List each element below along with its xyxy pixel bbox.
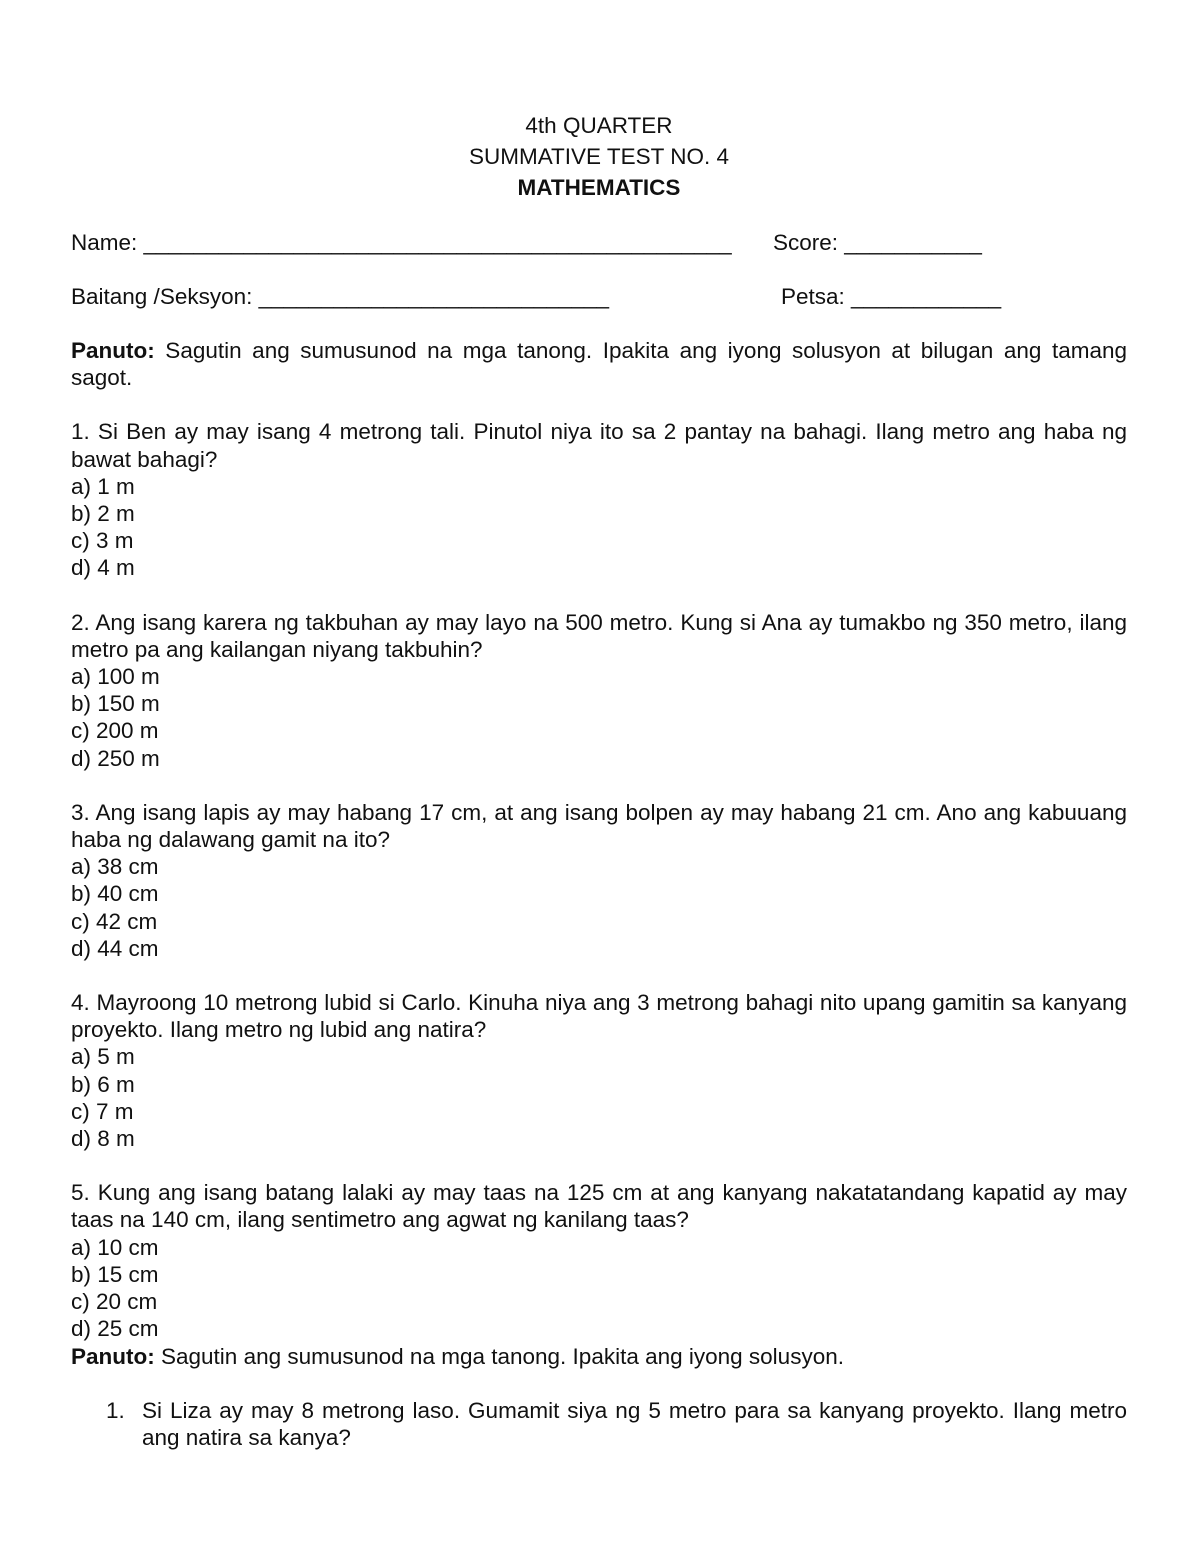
instructions [71,337,1127,391]
grade-section-field[interactable]: Baitang /Seksyon: ____________________________ [71,284,609,309]
choice-d[interactable]: d) 25 cm [71,1316,159,1342]
name-score-row [71,229,1127,256]
subject-title: MATHEMATICS [517,175,681,200]
choice-b[interactable]: b) 6 m [71,1071,135,1097]
test-title: SUMMATIVE TEST NO. 4 [468,144,730,169]
choice-d[interactable]: d) 4 m [71,555,135,581]
question-item [71,1179,1127,1342]
choice-c[interactable]: c) 3 m [71,528,134,554]
choice-d[interactable]: d) 8 m [71,1126,135,1152]
choice-d[interactable]: d) 250 m [71,745,160,771]
instructions-part-2 [71,1343,1127,1370]
grade-date-row [71,283,1127,310]
question-item [71,799,1127,962]
score-field[interactable]: Score: ___________ [773,230,982,255]
instructions-text: Sagutin ang sumusunod na mga tanong. Ipakita ang iyong solusyon. [154,1343,844,1369]
question-item [71,609,1127,772]
question-text: 2. Ang isang karera ng takbuhan ay may layo na 500 metro. Kung si Ana ay tumakbo ng 350 metro, ilang metro pa ang kailangan niyang takbuhin? [71,609,1127,662]
instructions-label: Panuto: [71,1343,155,1369]
question-item [71,989,1127,1152]
choice-b[interactable]: b) 2 m [71,501,135,527]
name-field[interactable]: Name: _______________________________________________ [71,230,732,255]
choice-c[interactable]: c) 200 m [71,718,159,744]
choice-a[interactable]: a) 1 m [71,473,135,499]
choice-b[interactable]: b) 150 m [71,691,160,717]
problem-number: 1. [106,1397,125,1423]
question-text: 5. Kung ang isang batang lalaki ay may taas na 125 cm at ang kanyang nakatatandang kapatid ay may taas na 140 cm, ilang sentimetro ang agwat ng kanilang taas? [71,1180,1127,1233]
choice-a[interactable]: a) 10 cm [71,1234,159,1260]
choice-c[interactable]: c) 7 m [71,1098,134,1124]
problem-list [71,1397,1127,1451]
choice-a[interactable]: a) 5 m [71,1044,135,1070]
test-header [71,110,1127,203]
choice-c[interactable]: c) 42 cm [71,908,158,934]
choice-c[interactable]: c) 20 cm [71,1289,158,1315]
test-page [71,110,1127,1451]
question-text: 4. Mayroong 10 metrong lubid si Carlo. Kinuha niya ang 3 metrong bahagi nito upang gamitin sa kanyang proyekto. Ilang metro ng lubid ang natira? [71,990,1127,1043]
question-text: 1. Si Ben ay may isang 4 metrong tali. Pinutol niya ito sa 2 pantay na bahagi. Ilang metro ang haba ng bawat bahagi? [71,419,1127,472]
question-item [71,418,1127,581]
quarter-title: 4th QUARTER [525,113,673,138]
choice-a[interactable]: a) 100 m [71,664,160,690]
problem-text: Si Liza ay may 8 metrong laso. Gumamit siya ng 5 metro para sa kanyang proyekto. Ilang metro ang natira sa kanya? [142,1397,1127,1450]
choice-b[interactable]: b) 40 cm [71,881,159,907]
choice-b[interactable]: b) 15 cm [71,1261,159,1287]
question-text: 3. Ang isang lapis ay may habang 17 cm, at ang isang bolpen ay may habang 21 cm. Ano ang kabuuang haba ng dalawang gamit na ito? [71,799,1127,853]
instructions-text: Sagutin ang sumusunod na mga tanong. Ipakita ang iyong solusyon at bilugan ang tamang sagot. [71,338,1127,391]
problem-item [71,1397,1127,1451]
date-field[interactable]: Petsa: ____________ [781,284,1002,309]
instructions-label: Panuto: [71,338,155,363]
choice-d[interactable]: d) 44 cm [71,935,159,961]
choice-a[interactable]: a) 38 cm [71,854,159,880]
